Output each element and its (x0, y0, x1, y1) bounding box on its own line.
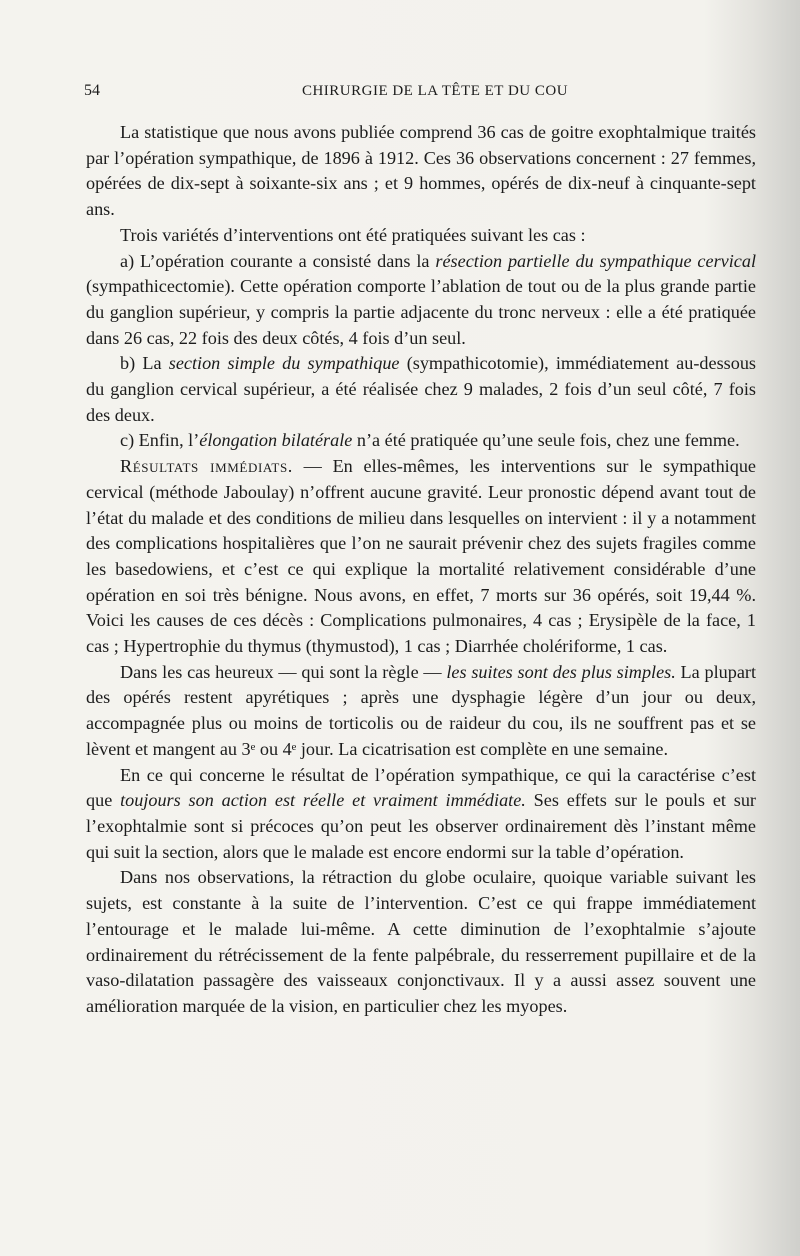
text-run: a) L’opération courante a consisté dans la (120, 250, 436, 271)
paragraph (86, 660, 756, 763)
text-run: — En elles-mêmes, les interventions sur le sympathique cervical (méthode Jaboulay) n’offrent aucune gravité. Leur pronostic dépend avant tout de l’état du malade et des conditions de milieu dans lesquelles on intervient : il y a notamment des complications hospitalières que l’on ne saurait prévenir chez des sujets fragiles comme les basedowiens, et c’est ce qui explique la mortalité relativement considérable d’une opération en soi très bénigne. Nous avons, en effet, 7 morts sur 36 opérés, soit 19,44 %. Voici les causes de ces décès : Complications pulmonaires, 4 cas ; Erysipèle de la face, 1 cas ; Hypertrophie du thymus (thymustod), 1 cas ; Diarrhée cholériforme, 1 cas. (86, 456, 756, 657)
text-run: Ses effets sur le pouls et sur l’exophtalmie sont si précoces qu’on peut les observer ordinairement dès l’instant même qui suit la section, alors que le malade est encore endormi sur la table d’opération. (86, 790, 756, 862)
text-run: Dans nos observations, la rétraction du globe oculaire, quoique variable suivant les sujets, est constante à la suite de l’intervention. C’est ce qui frappe immédiatement l’entourage et le malade lui-même. A cette diminution de l’exophtalmie s’ajoute ordinairement du rétrécissement de la fente palpébrale, du resserrement pupillaire et de la vaso-dilatation passagère des vaisseaux conjonctivaux. Il y a aussi assez souvent une amélioration marquée de la vision, en particulier chez les myopes. (86, 867, 756, 1016)
page-number: 54 (84, 82, 100, 99)
paragraph (86, 428, 756, 454)
running-title: CHIRURGIE DE LA TÊTE ET DU COU (301, 83, 569, 99)
text-run: Trois variétés d’interventions ont été pratiquées suivant les cas : (120, 224, 586, 245)
text-run: Dans les cas heureux — qui sont la règle — (120, 661, 447, 682)
paragraph (86, 865, 756, 1019)
italic-phrase: les suites sont des plus simples. (446, 661, 676, 682)
paragraph (86, 249, 756, 352)
paragraph (86, 763, 756, 866)
italic-phrase: élongation bilatérale (199, 430, 353, 451)
text-run: La statistique que nous avons publiée comprend 36 cas de goitre exophtalmique traités par l’opération sympathique, de 1896 à 1912. Ces 36 observations concernent : 27 femmes, opérées de dix-sept à soixante-six ans ; et 9 hommes, opérés de dix-neuf à cinquante-sept ans. (86, 122, 756, 220)
italic-phrase: section simple du sympathique (168, 353, 400, 374)
text-run: La plupart des opérés restent apyrétiques ; après une dysphagie légère d’un jour ou deux, accompagnée plus ou moins de torticolis ou de raideur du cou, ils ne souffrent pas et se lèvent et mangent au 3ᵉ ou 4ᵉ jour. La cicatrisation est complète en une semaine. (86, 661, 757, 759)
italic-phrase: résection partielle du sympathique cervical (435, 250, 756, 271)
text-run: c) Enfin, l’ (120, 430, 200, 451)
page-header (84, 78, 756, 102)
body-text (86, 120, 756, 1020)
italic-phrase: toujours son action est réelle et vraiment immédiate. (120, 790, 526, 811)
paragraph (86, 454, 756, 660)
text-run: (sympathicotomie), immédiatement au-dessous du ganglion cervical supérieur, a été réalisée chez 9 malades, 2 fois d’un seul côté, 7 fois des deux. (86, 353, 756, 425)
paragraph (86, 223, 756, 249)
text-run: b) La (120, 353, 169, 374)
paragraph (86, 120, 756, 223)
paragraph (86, 351, 756, 428)
text-run: (sympathicectomie). Cette opération comporte l’ablation de tout ou de la plus grande partie du ganglion supérieur, y compris la partie adjacente du tronc nerveux : elle a été pratiquée dans 26 cas, 22 fois des deux côtés, 4 fois d’un seul. (86, 276, 756, 348)
text-run: En ce qui concerne le résultat de l’opération sympathique, ce qui la caractérise c’est que (86, 764, 756, 811)
text-run: n’a été pratiquée qu’une seule fois, chez une femme. (352, 430, 740, 451)
section-heading: Résultats immédiats. (120, 456, 293, 477)
